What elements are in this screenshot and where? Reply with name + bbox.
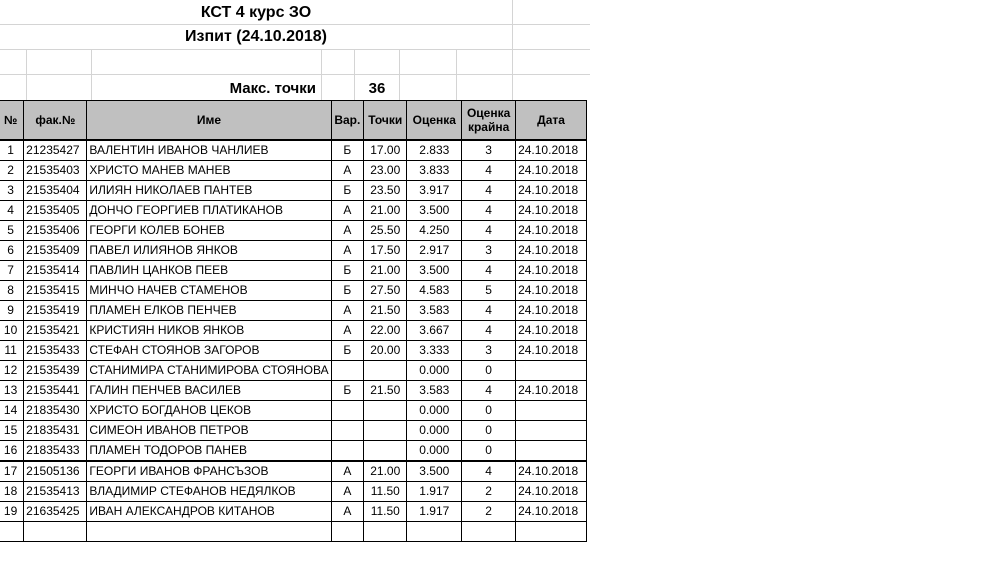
cell-name[interactable]: СТЕФАН СТОЯНОВ ЗАГОРОВ (87, 341, 331, 361)
cell-grade[interactable]: 2.833 (407, 140, 462, 161)
cell-variant[interactable] (331, 401, 363, 421)
table-row (0, 401, 587, 421)
cell-final-grade[interactable]: 3 (462, 140, 516, 161)
cell-points[interactable]: 11.50 (364, 502, 407, 522)
cell-number[interactable]: 18 (0, 482, 24, 502)
cell-grade[interactable]: 3.500 (407, 461, 462, 482)
table-row (0, 482, 587, 502)
cell-final-grade[interactable]: 2 (462, 502, 516, 522)
cell-date[interactable] (516, 361, 587, 381)
cell-faculty-number[interactable]: 21535403 (24, 161, 87, 181)
cell-name[interactable]: ХРИСТО БОГДАНОВ ЦЕКОВ (87, 401, 331, 421)
table-row (0, 441, 587, 462)
cell-number[interactable]: 11 (0, 341, 24, 361)
cell-name[interactable]: ИЛИЯН НИКОЛАЕВ ПАНТЕВ (87, 181, 331, 201)
cell-faculty-number[interactable]: 21835433 (24, 441, 87, 462)
cell-points[interactable]: 22.00 (364, 321, 407, 341)
cell-variant[interactable]: А (331, 301, 363, 321)
cell-faculty-number[interactable]: 21535433 (24, 341, 87, 361)
cell-number[interactable]: 1 (0, 140, 24, 161)
cell-name[interactable]: КРИСТИЯН НИКОВ ЯНКОВ (87, 321, 331, 341)
cell-final-grade[interactable]: 4 (462, 321, 516, 341)
max-points-value: 36 (368, 80, 386, 97)
cell-number[interactable]: 12 (0, 361, 24, 381)
cell-name[interactable]: ПЛАМЕН ЕЛКОВ ПЕНЧЕВ (87, 301, 331, 321)
cell-grade[interactable]: 0.000 (407, 421, 462, 441)
cell-name[interactable]: ПЛАМЕН ТОДОРОВ ПАНЕВ (87, 441, 331, 462)
cell-date[interactable]: 24.10.2018 (516, 181, 587, 201)
cell-points[interactable]: 21.50 (364, 381, 407, 401)
cell-name[interactable]: ГЕОРГИ КОЛЕВ БОНЕВ (87, 221, 331, 241)
header-faculty-number[interactable]: фак.№ (24, 101, 87, 141)
cell-points[interactable]: 21.00 (364, 261, 407, 281)
cell-variant[interactable]: А (331, 482, 363, 502)
cell-variant[interactable]: Б (331, 281, 363, 301)
cell-variant[interactable]: А (331, 241, 363, 261)
cell-final-grade[interactable]: 4 (462, 381, 516, 401)
cell-final-grade[interactable]: 0 (462, 361, 516, 381)
cell-variant[interactable]: Б (331, 140, 363, 161)
cell-date[interactable] (516, 421, 587, 441)
header-final-grade[interactable] (462, 101, 516, 141)
cell-variant[interactable]: А (331, 502, 363, 522)
cell-points[interactable]: 17.50 (364, 241, 407, 261)
cell-points[interactable]: 20.00 (364, 341, 407, 361)
cell-final-grade[interactable]: 0 (462, 401, 516, 421)
cell-date[interactable]: 24.10.2018 (516, 502, 587, 522)
empty-cell[interactable] (516, 522, 587, 542)
cell-date[interactable]: 24.10.2018 (516, 261, 587, 281)
cell-faculty-number[interactable]: 21505136 (24, 461, 87, 482)
cell-grade[interactable]: 0.000 (407, 401, 462, 421)
cell-points[interactable] (364, 401, 407, 421)
cell-points[interactable]: 21.50 (364, 301, 407, 321)
cell-variant[interactable]: А (331, 161, 363, 181)
table-row (0, 201, 587, 221)
sheet-subtitle: Изпит (24.10.2018) (185, 28, 327, 45)
cell-date[interactable]: 24.10.2018 (516, 161, 587, 181)
cell-name[interactable]: ИВАН АЛЕКСАНДРОВ КИТАНОВ (87, 502, 331, 522)
empty-row (0, 522, 587, 542)
cell-variant[interactable]: Б (331, 341, 363, 361)
cell-date[interactable]: 24.10.2018 (516, 221, 587, 241)
cell-final-grade[interactable]: 4 (462, 201, 516, 221)
cell-name[interactable]: МИНЧО НАЧЕВ СТАМЕНОВ (87, 281, 331, 301)
cell-faculty-number[interactable]: 21835430 (24, 401, 87, 421)
cell-name[interactable]: ДОНЧО ГЕОРГИЕВ ПЛАТИКАНОВ (87, 201, 331, 221)
table-row (0, 341, 587, 361)
cell-faculty-number[interactable]: 21535409 (24, 241, 87, 261)
cell-final-grade[interactable]: 4 (462, 261, 516, 281)
cell-date[interactable]: 24.10.2018 (516, 461, 587, 482)
cell-points[interactable]: 17.00 (364, 140, 407, 161)
cell-number[interactable]: 14 (0, 401, 24, 421)
cell-number[interactable]: 9 (0, 301, 24, 321)
cell-grade[interactable]: 2.917 (407, 241, 462, 261)
gridline (321, 49, 322, 100)
cell-grade[interactable]: 0.000 (407, 441, 462, 462)
cell-faculty-number[interactable]: 21535405 (24, 201, 87, 221)
cell-date[interactable] (516, 401, 587, 421)
cell-points[interactable]: 23.50 (364, 181, 407, 201)
empty-cell[interactable] (0, 522, 24, 542)
cell-date[interactable] (516, 441, 587, 462)
cell-variant[interactable]: А (331, 321, 363, 341)
cell-final-grade[interactable]: 3 (462, 241, 516, 261)
table-row (0, 161, 587, 181)
cell-variant[interactable]: А (331, 461, 363, 482)
table-row (0, 461, 587, 482)
gridline (456, 49, 457, 100)
empty-cell[interactable] (331, 522, 363, 542)
cell-grade[interactable]: 4.250 (407, 221, 462, 241)
cell-faculty-number[interactable]: 21535406 (24, 221, 87, 241)
cell-variant[interactable]: Б (331, 181, 363, 201)
cell-points[interactable]: 11.50 (364, 482, 407, 502)
cell-number[interactable]: 5 (0, 221, 24, 241)
header-name[interactable]: Име (87, 101, 331, 141)
cell-final-grade[interactable]: 4 (462, 181, 516, 201)
cell-date[interactable]: 24.10.2018 (516, 140, 587, 161)
cell-faculty-number[interactable]: 21535413 (24, 482, 87, 502)
cell-date[interactable]: 24.10.2018 (516, 281, 587, 301)
cell-variant[interactable]: А (331, 201, 363, 221)
cell-final-grade[interactable]: 2 (462, 482, 516, 502)
empty-cell[interactable] (364, 522, 407, 542)
table-row (0, 421, 587, 441)
header-points[interactable]: Точки (364, 101, 407, 141)
cell-faculty-number[interactable]: 21535439 (24, 361, 87, 381)
cell-number[interactable]: 13 (0, 381, 24, 401)
cell-grade[interactable]: 3.583 (407, 301, 462, 321)
empty-cell[interactable] (407, 522, 462, 542)
cell-name[interactable]: ВАЛЕНТИН ИВАНОВ ЧАНЛИЕВ (87, 140, 331, 161)
table-row (0, 502, 587, 522)
cell-date[interactable]: 24.10.2018 (516, 341, 587, 361)
table-row (0, 301, 587, 321)
cell-name[interactable]: ГЕОРГИ ИВАНОВ ФРАНСЪЗОВ (87, 461, 331, 482)
cell-number[interactable]: 3 (0, 181, 24, 201)
cell-points[interactable]: 21.00 (364, 201, 407, 221)
cell-final-grade[interactable]: 0 (462, 441, 516, 462)
cell-faculty-number[interactable]: 21535441 (24, 381, 87, 401)
cell-number[interactable]: 16 (0, 441, 24, 462)
cell-grade[interactable]: 3.500 (407, 261, 462, 281)
table-row (0, 361, 587, 381)
cell-variant[interactable] (331, 441, 363, 462)
cell-points[interactable]: 27.50 (364, 281, 407, 301)
cell-number[interactable]: 8 (0, 281, 24, 301)
table-row (0, 221, 587, 241)
cell-faculty-number[interactable]: 21535404 (24, 181, 87, 201)
cell-date[interactable]: 24.10.2018 (516, 301, 587, 321)
cell-variant[interactable] (331, 361, 363, 381)
cell-date[interactable]: 24.10.2018 (516, 321, 587, 341)
table-row (0, 321, 587, 341)
cell-faculty-number[interactable]: 21535415 (24, 281, 87, 301)
empty-cell[interactable] (87, 522, 331, 542)
cell-name[interactable]: СИМЕОН ИВАНОВ ПЕТРОВ (87, 421, 331, 441)
cell-grade[interactable]: 1.917 (407, 502, 462, 522)
table-row (0, 181, 587, 201)
gridline (26, 49, 27, 100)
cell-grade[interactable]: 4.583 (407, 281, 462, 301)
cell-grade[interactable]: 3.500 (407, 201, 462, 221)
header-final-grade-line1: Оценка (466, 106, 511, 120)
cell-number[interactable]: 7 (0, 261, 24, 281)
cell-grade[interactable]: 1.917 (407, 482, 462, 502)
header-grade[interactable]: Оценка (407, 101, 462, 141)
cell-date[interactable]: 24.10.2018 (516, 201, 587, 221)
cell-points[interactable]: 21.00 (364, 461, 407, 482)
cell-name[interactable]: ВЛАДИМИР СТЕФАНОВ НЕДЯЛКОВ (87, 482, 331, 502)
cell-final-grade[interactable]: 4 (462, 461, 516, 482)
cell-final-grade[interactable]: 4 (462, 221, 516, 241)
header-num[interactable]: № (0, 101, 24, 141)
cell-final-grade[interactable]: 3 (462, 341, 516, 361)
cell-name[interactable]: ПАВЛИН ЦАНКОВ ПЕЕВ (87, 261, 331, 281)
gridline (0, 49, 590, 50)
cell-faculty-number[interactable]: 21535419 (24, 301, 87, 321)
header-date[interactable]: Дата (516, 101, 587, 141)
table-row (0, 381, 587, 401)
gridline (512, 0, 513, 100)
cell-date[interactable]: 24.10.2018 (516, 381, 587, 401)
cell-grade[interactable]: 3.667 (407, 321, 462, 341)
header-final-grade-line2: крайна (467, 120, 510, 134)
cell-name[interactable]: ГАЛИН ПЕНЧЕВ ВАСИЛЕВ (87, 381, 331, 401)
table-row (0, 241, 587, 261)
cell-final-grade[interactable]: 0 (462, 421, 516, 441)
gridline (399, 49, 400, 100)
cell-variant[interactable]: Б (331, 381, 363, 401)
cell-date[interactable]: 24.10.2018 (516, 482, 587, 502)
cell-number[interactable]: 6 (0, 241, 24, 261)
cell-name[interactable]: ХРИСТО МАНЕВ МАНЕВ (87, 161, 331, 181)
cell-number[interactable]: 4 (0, 201, 24, 221)
cell-points[interactable] (364, 441, 407, 462)
max-points-label: Макс. точки (229, 80, 316, 97)
header-variant[interactable]: Вар. (331, 101, 363, 141)
cell-faculty-number[interactable]: 21535421 (24, 321, 87, 341)
cell-final-grade[interactable]: 5 (462, 281, 516, 301)
cell-grade[interactable]: 3.583 (407, 381, 462, 401)
cell-points[interactable] (364, 361, 407, 381)
table-row (0, 140, 587, 161)
sheet-title: КСТ 4 курс ЗО (200, 4, 312, 21)
cell-final-grade[interactable]: 4 (462, 161, 516, 181)
empty-cell[interactable] (24, 522, 87, 542)
cell-points[interactable]: 25.50 (364, 221, 407, 241)
header-row (0, 101, 587, 141)
cell-variant[interactable] (331, 421, 363, 441)
cell-name[interactable]: ПАВЕЛ ИЛИЯНОВ ЯНКОВ (87, 241, 331, 261)
table-row (0, 281, 587, 301)
cell-variant[interactable]: Б (331, 261, 363, 281)
cell-grade[interactable]: 3.917 (407, 181, 462, 201)
cell-grade[interactable]: 3.833 (407, 161, 462, 181)
cell-faculty-number[interactable]: 21235427 (24, 140, 87, 161)
cell-faculty-number[interactable]: 21635425 (24, 502, 87, 522)
cell-number[interactable]: 15 (0, 421, 24, 441)
cell-faculty-number[interactable]: 21835431 (24, 421, 87, 441)
cell-points[interactable]: 23.00 (364, 161, 407, 181)
empty-cell[interactable] (462, 522, 516, 542)
gridline (0, 24, 590, 25)
cell-points[interactable] (364, 421, 407, 441)
cell-number[interactable]: 17 (0, 461, 24, 482)
cell-number[interactable]: 19 (0, 502, 24, 522)
table-row (0, 261, 587, 281)
cell-grade[interactable]: 0.000 (407, 361, 462, 381)
cell-faculty-number[interactable]: 21535414 (24, 261, 87, 281)
cell-date[interactable]: 24.10.2018 (516, 241, 587, 261)
cell-number[interactable]: 2 (0, 161, 24, 181)
cell-grade[interactable]: 3.333 (407, 341, 462, 361)
cell-number[interactable]: 10 (0, 321, 24, 341)
cell-final-grade[interactable]: 4 (462, 301, 516, 321)
cell-name[interactable]: СТАНИМИРА СТАНИМИРОВА СТОЯНОВА (87, 361, 331, 381)
results-table (0, 100, 587, 542)
cell-variant[interactable]: А (331, 221, 363, 241)
gridline (0, 74, 590, 75)
